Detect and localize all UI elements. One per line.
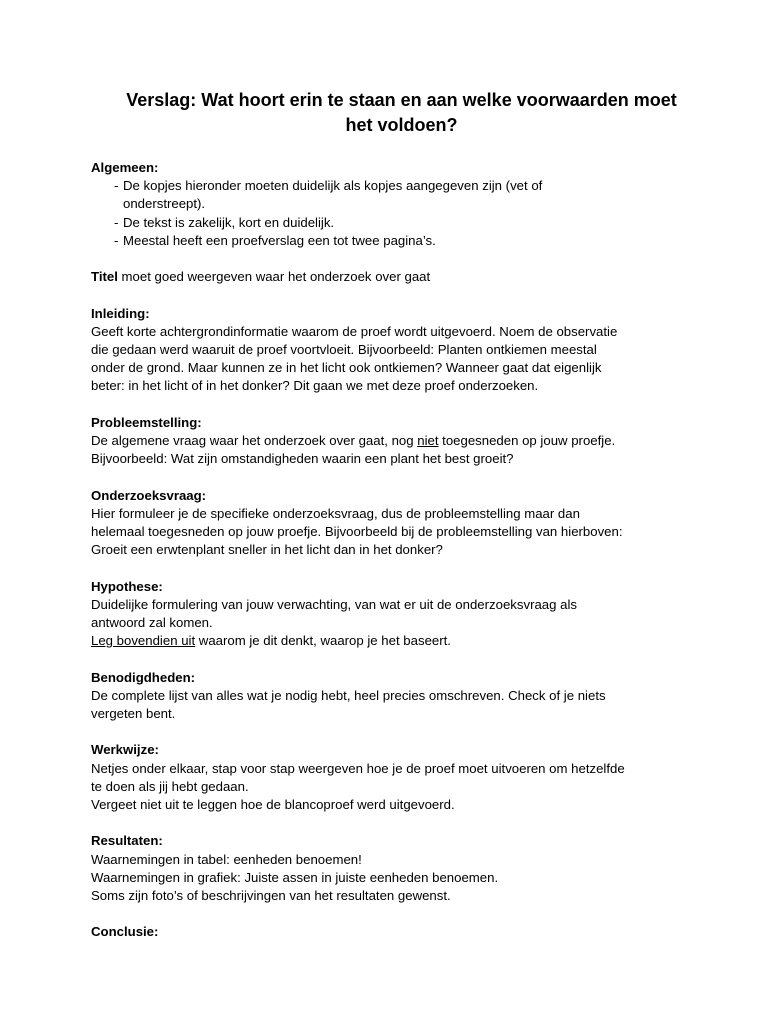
paragraph-line: Bijvoorbeeld: Wat zijn omstandigheden waarin een plant het best groeit? — [91, 451, 514, 467]
paragraph-line: Waarnemingen in grafiek: Juiste assen in juiste eenheden benoemen. — [91, 869, 499, 885]
paragraph-line: Soms zijn foto’s of beschrijvingen van het resultaten gewenst. — [91, 888, 451, 903]
paragraph-line — [91, 632, 708, 650]
paragraph-line: De complete lijst van alles wat je nodig hebt, heel precies omschreven. Check of je niets — [91, 687, 606, 703]
heading-resultaten: Resultaten: — [91, 833, 163, 849]
algemeen-list — [91, 177, 708, 250]
underlined-word: niet — [417, 433, 439, 448]
heading-hypothese: Hypothese: — [91, 578, 163, 594]
list-item-text: De tekst is zakelijk, kort en duidelijk. — [123, 214, 335, 230]
list-item-text: De kopjes hieronder moeten duidelijk als kopjes aangegeven zijn (vet of — [123, 178, 543, 194]
section-resultaten — [91, 832, 708, 905]
heading-benodigdheden: Benodigdheden: — [91, 669, 196, 685]
paragraph-line: Hier formuleer je de specifieke onderzoeksvraag, dus de probleemstelling maar dan — [91, 505, 580, 521]
paragraph-line: onder de grond. Maar kunnen ze in het licht ook ontkiemen? Wanneer gaat dat eigenlijk — [91, 360, 602, 376]
titel-text: moet goed weergeven waar het onderzoek over gaat — [117, 269, 431, 285]
text-run: waarom je dit denkt, waarop je het baseert. — [195, 633, 451, 649]
paragraph-line: Netjes onder elkaar, stap voor stap weergeven hoe je de proef moet uitvoeren om hetzelfde — [91, 760, 625, 776]
titel-keyword: Titel — [91, 269, 118, 285]
document-body — [91, 159, 708, 942]
title-line-1: Verslag: Wat hoort erin te staan en aan welke voorwaarden moet — [126, 90, 677, 110]
heading-werkwijze: Werkwijze: — [91, 742, 159, 758]
paragraph-line: helemaal toegesneden op jouw proefje. Bijvoorbeeld bij de probleemstelling van hierboven: — [91, 524, 623, 539]
list-item — [91, 177, 708, 213]
section-benodigdheden — [91, 669, 708, 724]
paragraph-line: Duidelijke formulering van jouw verwachting, van wat er uit de onderzoeksvraag als — [91, 596, 577, 612]
section-inleiding — [91, 305, 708, 396]
paragraph-line: te doen als jij hebt gedaan. — [91, 778, 249, 794]
heading-probleemstelling: Probleemstelling: — [91, 414, 202, 430]
paragraph-line: Vergeet niet uit te leggen hoe de blancoproef werd uitgevoerd. — [91, 797, 455, 812]
heading-algemeen: Algemeen: — [91, 160, 159, 175]
paragraph-line: vergeten bent. — [91, 706, 176, 721]
list-item — [91, 232, 708, 250]
section-onderzoeksvraag — [91, 487, 708, 560]
list-item-text: onderstreept). — [123, 196, 206, 212]
underlined-phrase: Leg bovendien uit — [91, 633, 196, 649]
paragraph-line: die gedaan werd waaruit de proef voortvloeit. Bijvoorbeeld: Planten ontkiemen meestal — [91, 342, 597, 357]
section-titel — [91, 268, 708, 286]
paragraph-line: Groeit een erwtenplant sneller in het licht dan in het donker? — [91, 542, 443, 558]
text-run: toegesneden op jouw proefje. — [438, 433, 616, 448]
text-run: De algemene vraag waar het onderzoek over gaat, nog — [91, 433, 418, 448]
section-werkwijze — [91, 741, 708, 814]
document-title — [95, 88, 708, 138]
list-item — [91, 214, 708, 232]
list-item-text: Meestal heeft een proefverslag een tot twee pagina’s. — [123, 232, 436, 248]
heading-inleiding: Inleiding: — [91, 305, 150, 321]
section-probleemstelling — [91, 414, 708, 469]
section-algemeen — [91, 159, 708, 250]
title-line-2: het voldoen? — [345, 115, 458, 135]
heading-onderzoeksvraag: Onderzoeksvraag: — [91, 487, 207, 503]
section-conclusie — [91, 923, 708, 941]
heading-conclusie: Conclusie: — [91, 924, 159, 940]
paragraph-line: beter: in het licht of in het donker? Dit gaan we met deze proef onderzoeken. — [91, 378, 539, 394]
paragraph-line: antwoord zal komen. — [91, 615, 213, 630]
paragraph-line: Waarnemingen in tabel: eenheden benoemen! — [91, 851, 362, 867]
section-hypothese — [91, 578, 708, 651]
paragraph-line — [91, 432, 708, 450]
paragraph-line: Geeft korte achtergrondinformatie waarom de proef wordt uitgevoerd. Noem de observatie — [91, 323, 618, 339]
